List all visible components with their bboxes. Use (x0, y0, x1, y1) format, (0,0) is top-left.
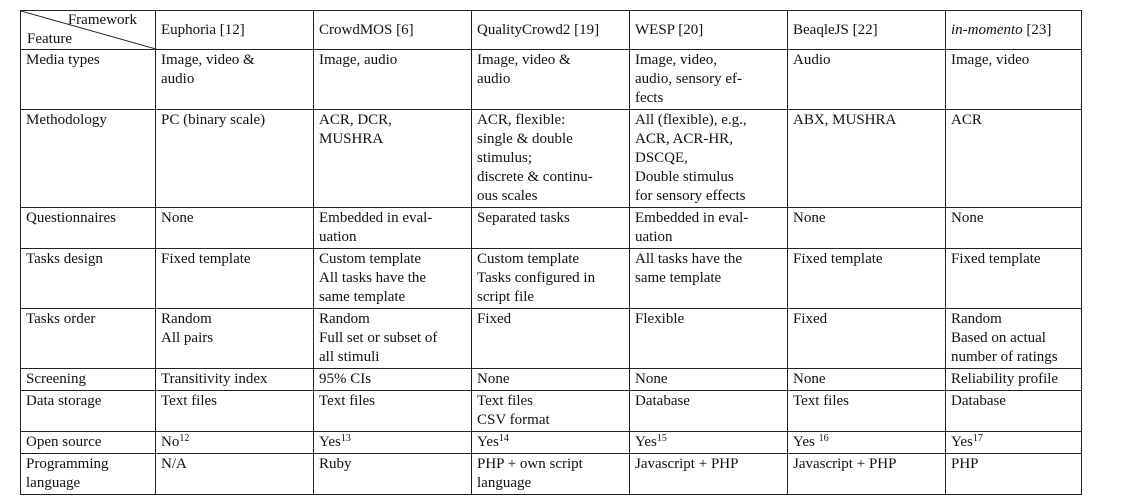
cell-text-line (319, 228, 467, 247)
cell-text-line (161, 329, 309, 348)
cell-text-line (793, 392, 941, 411)
table-cell-questionnaires-wesp (630, 208, 788, 249)
cell-text-line (635, 433, 783, 452)
cell-text: Database (951, 393, 1006, 409)
cell-text-line (477, 411, 625, 430)
footnote-marker: 14 (498, 433, 509, 444)
table-cell-open-source-beaqlejs (788, 432, 946, 454)
table-cell-data-storage-euphoria (156, 391, 314, 432)
feature-label-tasks-design (21, 249, 156, 309)
cell-text: Embedded in eval- (635, 210, 749, 226)
cell-text: Flexible (635, 311, 685, 327)
cell-text-line (951, 111, 1077, 130)
framework-header-beaqlejs: BeaqleJS [22] (788, 11, 946, 50)
cell-text: Random (319, 311, 370, 327)
cell-text-line (951, 348, 1077, 367)
cell-text: Text files (161, 393, 218, 409)
table-cell-data-storage-wesp (630, 391, 788, 432)
table-cell-questionnaires-euphoria (156, 208, 314, 249)
cell-text-line (951, 51, 1077, 70)
cell-text: Full set or subset of (319, 330, 438, 346)
comparison-table-container (20, 10, 1082, 495)
cell-text: audio (477, 71, 511, 87)
feature-label-programming-language (21, 454, 156, 495)
table-row-programming-language (21, 454, 1082, 495)
cell-text-line (161, 310, 309, 329)
feature-label-questionnaires (21, 208, 156, 249)
footnote-marker: 13 (340, 433, 351, 444)
cell-text: all stimuli (319, 349, 380, 365)
cell-text: All tasks have the (635, 251, 743, 267)
cell-text-line (635, 228, 783, 247)
cell-text: Image, audio (319, 52, 398, 68)
cell-text-line (793, 111, 941, 130)
cell-text: Text files (477, 393, 534, 409)
table-cell-open-source-wesp (630, 432, 788, 454)
cell-text: language (477, 475, 532, 491)
feature-label-line: Methodology (26, 112, 107, 128)
table-cell-tasks-design-euphoria (156, 249, 314, 309)
cell-text: Yes (319, 434, 341, 450)
cell-text-line (161, 433, 309, 452)
table-row-methodology (21, 110, 1082, 208)
feature-label-open-source (21, 432, 156, 454)
cell-text-line (319, 433, 467, 452)
footnote-marker: 17 (972, 433, 983, 444)
table-cell-programming-language-wesp (630, 454, 788, 495)
cell-text: DSCQE, (635, 150, 688, 166)
cell-text-line (477, 130, 625, 149)
cell-text: All pairs (161, 330, 214, 346)
cell-text: Yes (951, 434, 973, 450)
cell-text: Reliability profile (951, 371, 1059, 387)
cell-text: Random (161, 311, 212, 327)
table-cell-programming-language-qualitycrowd2 (472, 454, 630, 495)
cell-text-line (319, 370, 467, 389)
table-cell-open-source-in-momento (946, 432, 1082, 454)
cell-text-line (477, 51, 625, 70)
cell-text: audio, sensory ef- (635, 71, 743, 87)
table-cell-questionnaires-crowdmos (314, 208, 472, 249)
cell-text-line (161, 455, 309, 474)
table-cell-questionnaires-beaqlejs (788, 208, 946, 249)
cell-text: Separated tasks (477, 210, 570, 226)
table-cell-programming-language-euphoria (156, 454, 314, 495)
cell-text-line (951, 370, 1077, 389)
table-row-media-types (21, 50, 1082, 110)
cell-text-line (477, 269, 625, 288)
cell-text: Fixed template (161, 251, 251, 267)
cell-text: same template (635, 270, 722, 286)
table-row-tasks-order (21, 309, 1082, 369)
cell-text: Javascript + PHP (793, 456, 897, 472)
table-cell-open-source-crowdmos (314, 432, 472, 454)
cell-text-line (161, 209, 309, 228)
cell-text-line (635, 187, 783, 206)
cell-text: Embedded in eval- (319, 210, 433, 226)
footnote-marker: 12 (179, 433, 190, 444)
table-cell-media-types-in-momento (946, 50, 1082, 110)
cell-text: None (951, 210, 984, 226)
table-cell-tasks-order-wesp (630, 309, 788, 369)
cell-text-line (477, 70, 625, 89)
table-row-tasks-design (21, 249, 1082, 309)
cell-text: Image, video, (635, 52, 718, 68)
cell-text-line (635, 310, 783, 329)
feature-label-data-storage (21, 391, 156, 432)
cell-text: Yes (793, 434, 819, 450)
feature-label-line: Open source (26, 434, 102, 450)
table-cell-methodology-euphoria (156, 110, 314, 208)
cell-text-line (635, 455, 783, 474)
cell-text-line (477, 111, 625, 130)
cell-text: None (161, 210, 194, 226)
table-cell-media-types-euphoria (156, 50, 314, 110)
cell-text-line (319, 329, 467, 348)
cell-text: None (793, 210, 826, 226)
table-cell-tasks-design-crowdmos (314, 249, 472, 309)
table-cell-media-types-beaqlejs (788, 50, 946, 110)
cell-text: ACR (951, 112, 982, 128)
table-cell-open-source-qualitycrowd2 (472, 432, 630, 454)
cell-text: same template (319, 289, 406, 305)
cell-text: All (flexible), e.g., (635, 112, 747, 128)
cell-text-line (951, 433, 1077, 452)
cell-text-line (161, 370, 309, 389)
feature-label-line: Questionnaires (26, 210, 116, 226)
cell-text-line (793, 433, 941, 452)
cell-text: 95% CIs (319, 371, 372, 387)
cell-text-line (319, 130, 467, 149)
cell-text: Fixed template (951, 251, 1041, 267)
feature-label-tasks-order (21, 309, 156, 369)
cell-text: Tasks configured in (477, 270, 596, 286)
cell-text-line (477, 250, 625, 269)
cell-text-line (793, 310, 941, 329)
cell-text-line (319, 392, 467, 411)
table-cell-media-types-qualitycrowd2 (472, 50, 630, 110)
cell-text-line (635, 51, 783, 70)
framework-comparison-table (20, 10, 1082, 495)
cell-text-line (793, 51, 941, 70)
table-cell-tasks-order-qualitycrowd2 (472, 309, 630, 369)
cell-text: All tasks have the (319, 270, 427, 286)
cell-text-line (635, 70, 783, 89)
feature-label-methodology (21, 110, 156, 208)
table-cell-open-source-euphoria (156, 432, 314, 454)
table-cell-tasks-order-in-momento (946, 309, 1082, 369)
cell-text: Audio (793, 52, 831, 68)
table-cell-tasks-design-beaqlejs (788, 249, 946, 309)
table-cell-methodology-qualitycrowd2 (472, 110, 630, 208)
cell-text: Javascript + PHP (635, 456, 739, 472)
framework-header-in-momento: in-momento [23] (946, 11, 1082, 50)
cell-text: ACR, ACR-HR, (635, 131, 733, 147)
cell-text: audio (161, 71, 195, 87)
table-cell-programming-language-beaqlejs (788, 454, 946, 495)
cell-text: Ruby (319, 456, 352, 472)
cell-text-line (951, 310, 1077, 329)
footnote-marker: 16 (818, 433, 829, 444)
table-cell-methodology-wesp (630, 110, 788, 208)
cell-text-line (793, 370, 941, 389)
feature-label-line: Programming (26, 456, 109, 472)
table-cell-data-storage-in-momento (946, 391, 1082, 432)
cell-text: discrete & continu- (477, 169, 593, 185)
table-cell-methodology-beaqlejs (788, 110, 946, 208)
feature-label-line: Data storage (26, 393, 102, 409)
framework-corner-label: Framework (67, 12, 137, 28)
cell-text-line (161, 51, 309, 70)
table-cell-questionnaires-in-momento (946, 208, 1082, 249)
cell-text: Image, video (951, 52, 1030, 68)
cell-text-line (319, 51, 467, 70)
footnote-marker: 15 (656, 433, 667, 444)
cell-text-line (477, 392, 625, 411)
table-cell-programming-language-crowdmos (314, 454, 472, 495)
cell-text-line (477, 455, 625, 474)
table-row-questionnaires (21, 208, 1082, 249)
table-body (21, 50, 1082, 495)
cell-text-line (477, 310, 625, 329)
table-header-row (21, 11, 1082, 50)
cell-text: None (635, 371, 668, 387)
cell-text: Fixed template (793, 251, 883, 267)
feature-label-screening (21, 369, 156, 391)
table-cell-tasks-order-beaqlejs (788, 309, 946, 369)
cell-text-line (951, 392, 1077, 411)
cell-text-line (319, 310, 467, 329)
cell-text-line (319, 455, 467, 474)
table-cell-methodology-in-momento (946, 110, 1082, 208)
table-cell-screening-beaqlejs (788, 369, 946, 391)
table-row-screening (21, 369, 1082, 391)
cell-text: None (793, 371, 826, 387)
feature-label-line: Screening (26, 371, 86, 387)
cell-text: Custom template (319, 251, 422, 267)
cell-text-line (477, 187, 625, 206)
table-cell-screening-qualitycrowd2 (472, 369, 630, 391)
cell-text-line (161, 392, 309, 411)
table-cell-data-storage-beaqlejs (788, 391, 946, 432)
cell-text-line (161, 70, 309, 89)
cell-text-line (635, 370, 783, 389)
cell-text-line (319, 269, 467, 288)
cell-text-line (951, 329, 1077, 348)
cell-text-line (635, 269, 783, 288)
feature-corner-label: Feature (27, 31, 72, 47)
cell-text-line (477, 474, 625, 493)
cell-text-line (319, 111, 467, 130)
cell-text: number of ratings (951, 349, 1058, 365)
cell-text: stimulus; (477, 150, 533, 166)
feature-label-media-types (21, 50, 156, 110)
table-cell-methodology-crowdmos (314, 110, 472, 208)
cell-text: None (477, 371, 510, 387)
cell-text: Image, video & (161, 52, 255, 68)
cell-text-line (319, 250, 467, 269)
cell-text-line (319, 288, 467, 307)
cell-text: Yes (477, 434, 499, 450)
cell-text: PHP (951, 456, 979, 472)
cell-text-line (635, 250, 783, 269)
cell-text: PHP + own script (477, 456, 583, 472)
cell-text-line (951, 250, 1077, 269)
cell-text: single & double (477, 131, 573, 147)
feature-label-line: language (26, 475, 81, 491)
cell-text: PC (binary scale) (161, 112, 266, 128)
cell-text-line (635, 149, 783, 168)
cell-text-line (951, 455, 1077, 474)
table-cell-tasks-order-crowdmos (314, 309, 472, 369)
framework-header-wesp: WESP [20] (630, 11, 788, 50)
table-row-data-storage (21, 391, 1082, 432)
cell-text: Transitivity index (161, 371, 268, 387)
cell-text-line (793, 209, 941, 228)
cell-text: ACR, DCR, (319, 112, 392, 128)
table-cell-programming-language-in-momento (946, 454, 1082, 495)
table-cell-tasks-design-qualitycrowd2 (472, 249, 630, 309)
cell-text: ACR, flexible: (477, 112, 566, 128)
cell-text: uation (319, 229, 357, 245)
cell-text: Based on actual (951, 330, 1046, 346)
cell-text: CSV format (477, 412, 550, 428)
cell-text: fects (635, 90, 664, 106)
cell-text: Fixed (477, 311, 512, 327)
table-cell-screening-wesp (630, 369, 788, 391)
table-cell-screening-in-momento (946, 369, 1082, 391)
framework-header-crowdmos: CrowdMOS [6] (314, 11, 472, 50)
cell-text-line (319, 348, 467, 367)
cell-text-line (635, 89, 783, 108)
cell-text: Text files (793, 393, 850, 409)
table-cell-tasks-design-wesp (630, 249, 788, 309)
cell-text: ous scales (477, 188, 538, 204)
cell-text: Text files (319, 393, 376, 409)
cell-text: Database (635, 393, 690, 409)
cell-text: ABX, MUSHRA (793, 112, 897, 128)
cell-text: script file (477, 289, 535, 305)
table-cell-media-types-wesp (630, 50, 788, 110)
cell-text: N/A (161, 456, 187, 472)
cell-text-line (793, 455, 941, 474)
table-cell-tasks-order-euphoria (156, 309, 314, 369)
cell-text-line (635, 209, 783, 228)
cell-text: No (161, 434, 180, 450)
cell-text: uation (635, 229, 673, 245)
cell-text-line (951, 209, 1077, 228)
cell-text: Custom template (477, 251, 580, 267)
cell-text-line (477, 149, 625, 168)
cell-text-line (793, 250, 941, 269)
table-cell-data-storage-qualitycrowd2 (472, 391, 630, 432)
cell-text-line (319, 209, 467, 228)
cell-text-line (477, 168, 625, 187)
cell-text: for sensory effects (635, 188, 746, 204)
table-cell-screening-euphoria (156, 369, 314, 391)
table-row-open-source (21, 432, 1082, 454)
corner-header-cell (21, 11, 156, 50)
cell-text: Double stimulus (635, 169, 734, 185)
table-cell-screening-crowdmos (314, 369, 472, 391)
table-cell-media-types-crowdmos (314, 50, 472, 110)
cell-text: Random (951, 311, 1002, 327)
cell-text: Yes (635, 434, 657, 450)
framework-header-euphoria: Euphoria [12] (156, 11, 314, 50)
framework-header-qualitycrowd2: QualityCrowd2 [19] (472, 11, 630, 50)
cell-text-line (161, 250, 309, 269)
cell-text-line (635, 168, 783, 187)
feature-label-line: Tasks design (26, 251, 103, 267)
feature-label-line: Media types (26, 52, 100, 68)
table-cell-tasks-design-in-momento (946, 249, 1082, 309)
cell-text: MUSHRA (319, 131, 384, 147)
cell-text: Image, video & (477, 52, 571, 68)
cell-text-line (635, 130, 783, 149)
cell-text-line (477, 288, 625, 307)
cell-text-line (477, 370, 625, 389)
cell-text-line (161, 111, 309, 130)
feature-label-line: Tasks order (26, 311, 96, 327)
table-cell-data-storage-crowdmos (314, 391, 472, 432)
cell-text-line (635, 392, 783, 411)
table-cell-questionnaires-qualitycrowd2 (472, 208, 630, 249)
cell-text-line (477, 433, 625, 452)
cell-text: Fixed (793, 311, 828, 327)
cell-text-line (635, 111, 783, 130)
cell-text-line (477, 209, 625, 228)
